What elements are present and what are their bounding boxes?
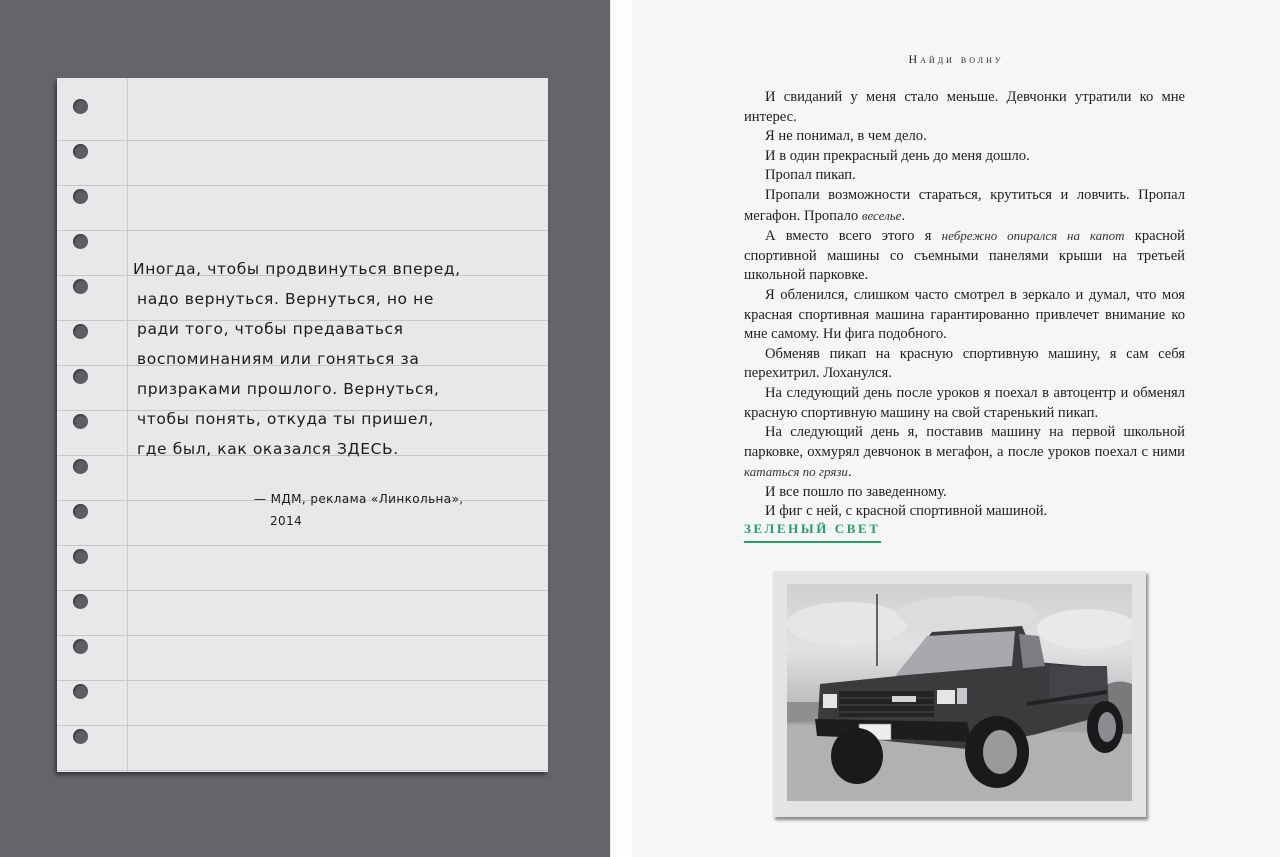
photo-frame (773, 571, 1146, 817)
paragraph: Я не понимал, в чем дело. (765, 128, 927, 145)
quote-line: призраками прошлого. Вернуться, (137, 380, 440, 398)
punch-hole-icon (73, 234, 88, 249)
paragraph-text: . (901, 207, 906, 224)
punch-hole-icon (73, 324, 88, 339)
quote-attribution (254, 488, 464, 532)
quote-line: надо вернуться. Вернуться, но не (137, 290, 435, 308)
grille-badge (892, 696, 916, 702)
paragraph: И свиданий у меня стало меньше. Девчонки утратили ко мне интерес. (744, 89, 1185, 125)
body-text (744, 88, 1185, 522)
paragraph: И в один прекрасный день до меня дошло. (765, 147, 1030, 164)
quote-line: чтобы понять, откуда ты пришел, (137, 410, 435, 428)
paragraph: Я обленился, слишком часто смотрел в зеркало и думал, что моя красная спортивная машина гарантированно привлечет внимание ко мне самому. Ни фига подобного. (744, 286, 1185, 343)
paragraph-text: А вместо всего этого я (765, 228, 942, 245)
paragraph-text: красной спортивной машины со съемными панелями крыши на третьей школьной парковке. (744, 228, 1185, 284)
notebook-paper (57, 78, 548, 772)
quote-line: воспоминаниям или гоняться за (137, 350, 420, 368)
punch-hole-icon (73, 99, 88, 114)
paragraph (744, 226, 1185, 286)
quote-line: ради того, чтобы предаваться (137, 320, 404, 338)
punch-hole-icon (73, 684, 88, 699)
left-page (0, 0, 610, 857)
paragraph-text: Пропали возможности стараться, крутиться и ловчить. Пропал мегафон. Пропало (744, 186, 1185, 224)
quote-line: где был, как оказался ЗДЕСЬ. (137, 440, 399, 458)
italic-phrase: кататься по грязи (744, 464, 848, 480)
handwritten-quote (133, 254, 543, 464)
punch-hole-icon (73, 729, 88, 744)
pickup-truck-photo (787, 584, 1132, 801)
paragraph-text: На следующий день я, поставив машину на первой школьной парковке, охмурял девчонок в мегафон, а после уроков поехал с ними (744, 424, 1185, 460)
punch-hole-icon (73, 459, 88, 474)
attribution-source: — МДМ, реклама «Линкольна», (254, 492, 464, 506)
paragraph: Пропал пикап. (765, 167, 856, 184)
paragraph: Обменяв пикап на красную спортивную машину, я сам себя перехитрил. Лоханулся. (744, 345, 1185, 382)
punch-hole-icon (73, 594, 88, 609)
paragraph (744, 423, 1185, 483)
punch-hole-icon (73, 639, 88, 654)
paragraph (744, 186, 1185, 226)
quote-line: Иногда, чтобы продвинуться вперед, (133, 260, 461, 278)
paragraph: И все пошло по заведенному. (765, 483, 947, 500)
italic-phrase: веселье (861, 207, 902, 223)
paragraph-text: . (847, 464, 852, 481)
punch-hole-icon (73, 549, 88, 564)
punch-hole-icon (73, 279, 88, 294)
punch-hole-icon (73, 414, 88, 429)
book-gutter (610, 0, 633, 857)
punch-hole-icon (73, 369, 88, 384)
punch-hole-icon (73, 144, 88, 159)
punch-hole-icon (73, 504, 88, 519)
pickup-truck-image (787, 584, 1132, 801)
paragraph: На следующий день после уроков я поехал в автоцентр и обменял красную спортивную машину на свой старенький пикап. (744, 384, 1185, 421)
italic-phrase: небрежно опирался на капот (941, 228, 1125, 244)
attribution-year: 2014 (270, 514, 303, 528)
section-heading: ЗЕЛЕНЫЙ СВЕТ (744, 521, 881, 543)
punch-hole-icon (73, 189, 88, 204)
running-head: Найди волну (908, 52, 1004, 66)
paragraph: И фиг с ней, с красной спортивной машиной. (765, 503, 1048, 520)
